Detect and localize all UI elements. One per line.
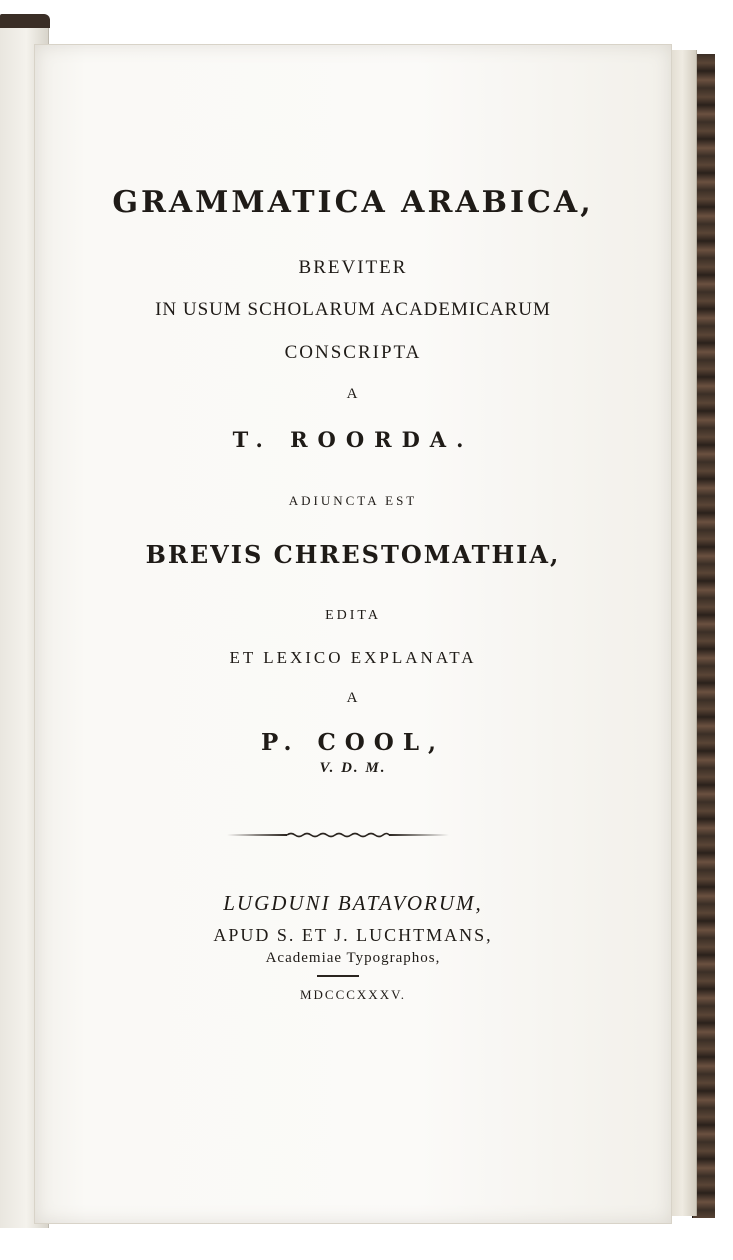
imprint-publisher: APUD S. ET J. LUCHTMANS, [213,925,493,945]
line-conscripta: CONSCRIPTA [284,342,422,363]
subtitle-brevis-chrestomathia: BREVIS CHRESTOMATHIA, [145,540,561,569]
line-adiuncta: ADIUNCTA EST [288,493,418,508]
ornamental-rule [227,832,449,838]
book-title: GRAMMATICA ARABICA, [112,185,594,220]
author-roorda: T. ROORDA. [232,427,474,452]
line-breviter: BREVITER [298,257,408,278]
author-cool-title: V. D. M. [319,760,387,776]
left-cover-edge [0,14,50,28]
imprint-place: LUGDUNI BATAVORUM, [223,891,483,915]
line-in-usum: IN USUM SCHOLARUM ACADEMICARUM [155,299,551,320]
line-a-first: A [346,386,360,402]
imprint-divider [317,975,359,977]
line-edita: EDITA [325,608,381,623]
author-cool: P. COOL, [260,729,446,756]
imprint-year: MDCCCXXXV. [299,987,407,1002]
title-page [34,44,672,1224]
imprint-publisher-role: Academiae Typographos, [265,950,441,966]
line-a-second: A [346,690,360,706]
line-lexico: ET LEXICO EXPLANATA [229,648,477,667]
